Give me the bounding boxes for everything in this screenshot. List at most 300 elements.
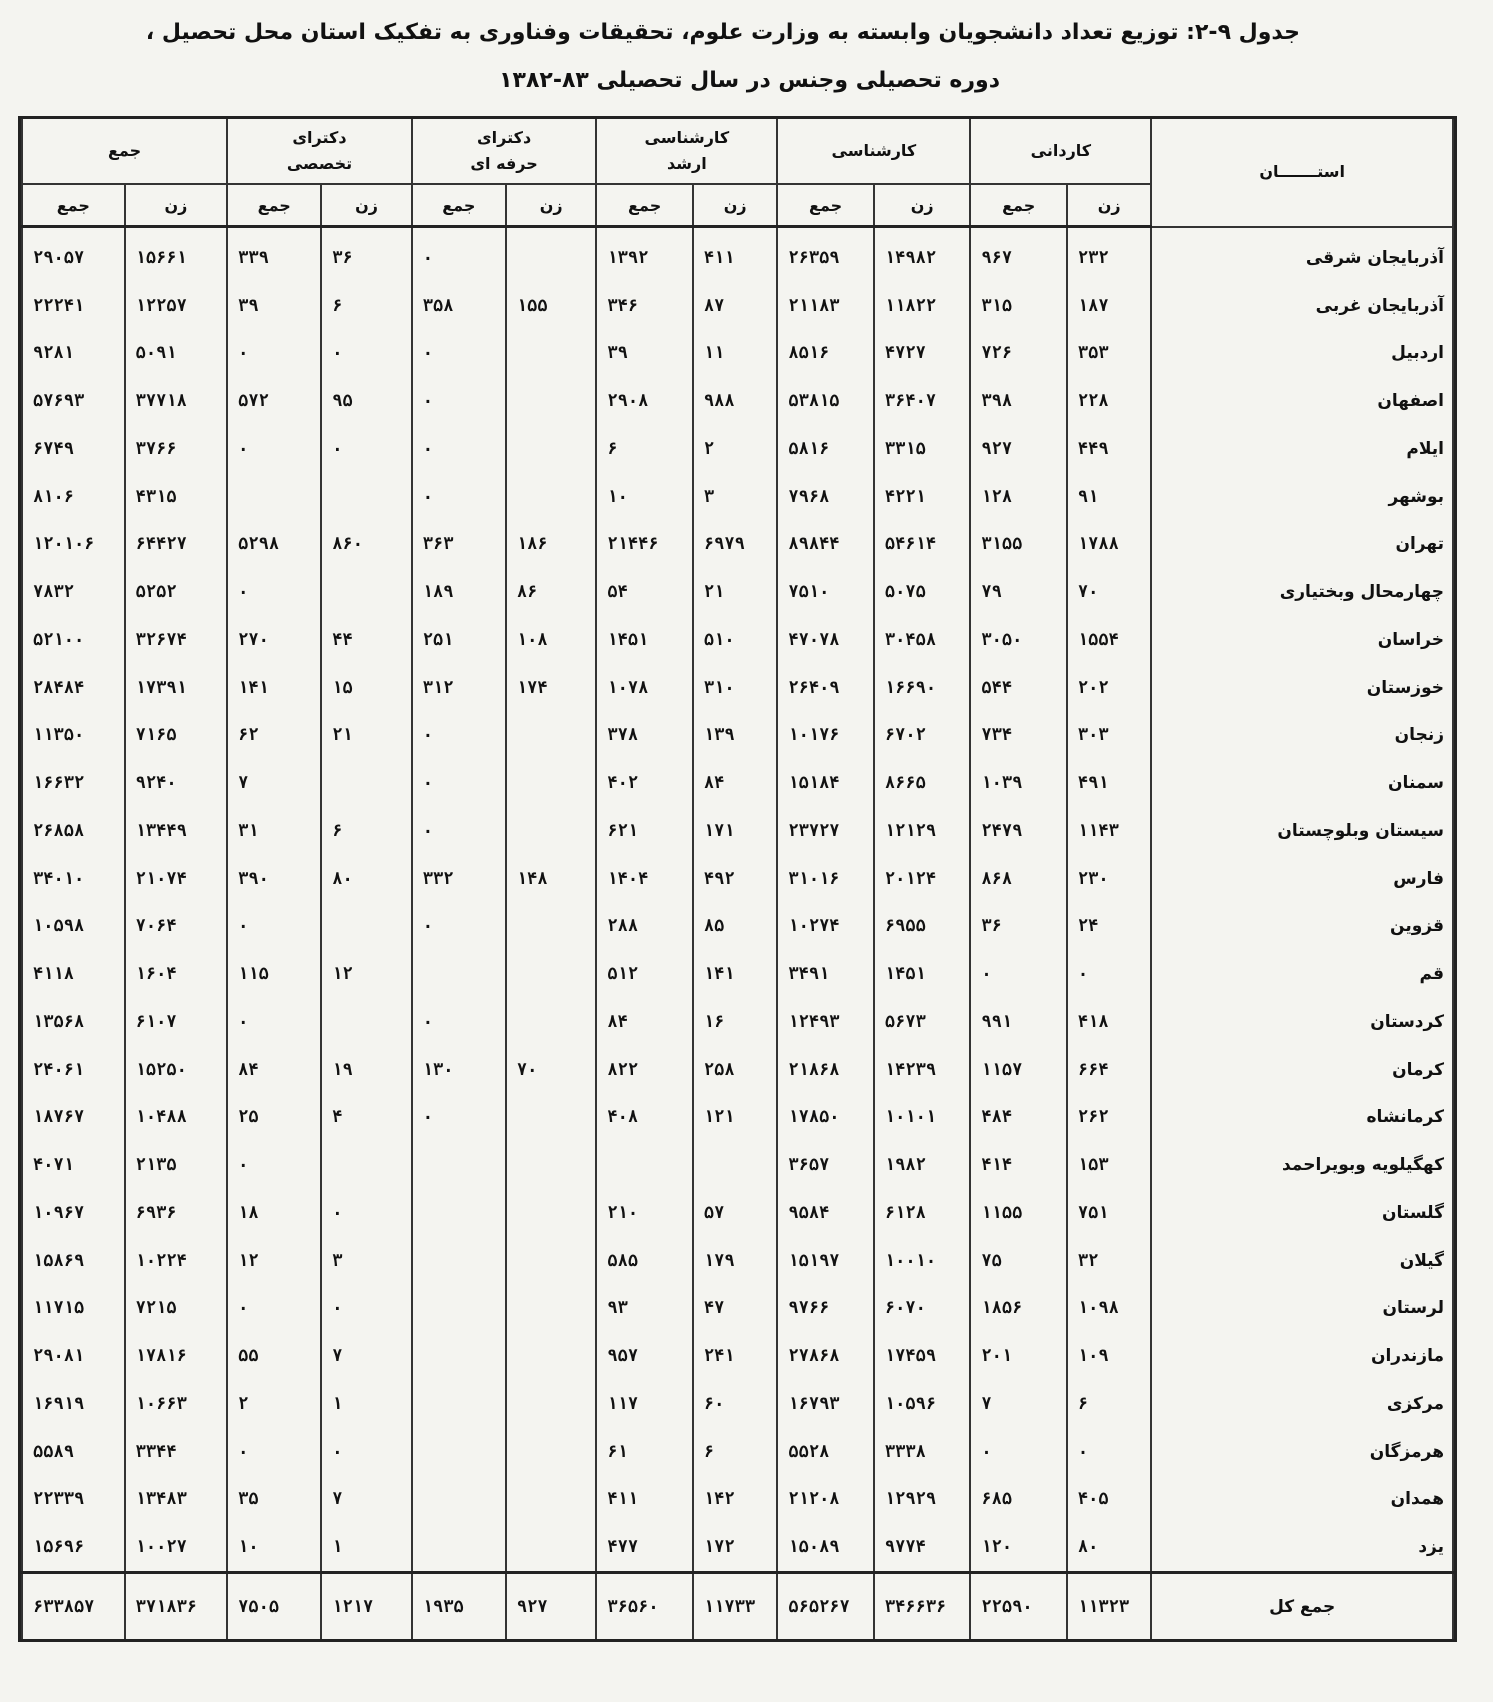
table-cell: ۱۷۸۸ xyxy=(1067,521,1151,569)
table-cell: ۱۵۱۸۴ xyxy=(777,759,874,807)
table-cell: ۸۰ xyxy=(1067,1523,1151,1572)
table-cell xyxy=(321,759,411,807)
table-cell: ۳۴۹۱ xyxy=(777,950,874,998)
table-cell: ۱۳۹ xyxy=(693,712,777,760)
table-cell: ۵۵۸۹ xyxy=(22,1428,125,1476)
table-cell xyxy=(412,1141,506,1189)
subheader-jam: جمع xyxy=(777,184,874,227)
table-cell xyxy=(506,1428,596,1476)
table-cell: ۴۹۲ xyxy=(693,855,777,903)
table-cell: ۴۱۱ xyxy=(596,1476,693,1524)
table-cell: ۹۲۴۰ xyxy=(125,759,228,807)
table-cell: ۹۳ xyxy=(596,1285,693,1333)
header-doctora-herfei xyxy=(412,119,597,184)
table-cell: ۱۷۳۹۱ xyxy=(125,664,228,712)
table-row xyxy=(22,568,1453,616)
province-name: سمنان xyxy=(1151,759,1453,807)
table-cell xyxy=(412,1189,506,1237)
table-cell: ۱۰۷۸ xyxy=(596,664,693,712)
table-cell: ۱۱۷۱۵ xyxy=(22,1285,125,1333)
table-cell: ۶۴۴۲۷ xyxy=(125,521,228,569)
table-cell: ۴ xyxy=(321,1094,411,1142)
table-cell: ۴۴ xyxy=(321,616,411,664)
table-cell: ۲۱ xyxy=(693,568,777,616)
table-cell xyxy=(506,330,596,378)
total-cell: ۱۲۱۷ xyxy=(321,1573,411,1639)
total-cell: ۹۲۷ xyxy=(506,1573,596,1639)
table-cell xyxy=(506,950,596,998)
table-cell: ۳۹ xyxy=(227,282,321,330)
table-cell: ۵۲۱۰۰ xyxy=(22,616,125,664)
table-cell: ۰ xyxy=(412,998,506,1046)
table-cell: ۳۷۶۶ xyxy=(125,425,228,473)
table-cell: ۱۵۶۹۶ xyxy=(22,1523,125,1572)
province-name: آذربایجان شرقی xyxy=(1151,227,1453,282)
table-cell: ۳۱۲ xyxy=(412,664,506,712)
table-cell: ۹۲۷ xyxy=(970,425,1067,473)
table-cell: ۸۹۸۴۴ xyxy=(777,521,874,569)
table-cell: ۰ xyxy=(321,1428,411,1476)
subheader-zan: زن xyxy=(1067,184,1151,227)
table-cell: ۲۷۰ xyxy=(227,616,321,664)
table-cell: ۱۸۵۶ xyxy=(970,1285,1067,1333)
table-row xyxy=(22,712,1453,760)
province-name: همدان xyxy=(1151,1476,1453,1524)
table-cell: ۷۲۶ xyxy=(970,330,1067,378)
table-cell: ۳۵۳ xyxy=(1067,330,1151,378)
table-cell: ۲۰۱ xyxy=(970,1332,1067,1380)
table-cell: ۴۰۲ xyxy=(596,759,693,807)
table-cell: ۶۱۲۸ xyxy=(874,1189,971,1237)
table-cell: ۴۳۱۵ xyxy=(125,473,228,521)
table-cell: ۱۶۹۱۹ xyxy=(22,1380,125,1428)
table-cell: ۸۶۶۵ xyxy=(874,759,971,807)
total-cell: ۱۹۳۵ xyxy=(412,1573,506,1639)
table-row xyxy=(22,425,1453,473)
table-cell: ۰ xyxy=(227,1141,321,1189)
table-cell: ۱ xyxy=(321,1523,411,1572)
table-cell: ۲۲۲۴۱ xyxy=(22,282,125,330)
table-cell: ۰ xyxy=(412,1094,506,1142)
table-cell: ۸۷ xyxy=(693,282,777,330)
table-cell: ۷۳۴ xyxy=(970,712,1067,760)
table-cell: ۵۵ xyxy=(227,1332,321,1380)
table-cell: ۱۲۲۵۷ xyxy=(125,282,228,330)
table-cell: ۲۹۰۵۷ xyxy=(22,227,125,282)
table-cell: ۵۸۵ xyxy=(596,1237,693,1285)
province-name: قزوین xyxy=(1151,903,1453,951)
table-cell xyxy=(412,1237,506,1285)
table-cell: ۷۵۱ xyxy=(1067,1189,1151,1237)
table-cell: ۳۰۴۵۸ xyxy=(874,616,971,664)
table-cell: ۶۸۵ xyxy=(970,1476,1067,1524)
table-cell: ۰ xyxy=(412,330,506,378)
table-cell xyxy=(412,950,506,998)
table-cell: ۱۰۶۶۳ xyxy=(125,1380,228,1428)
table-cell: ۱۲۱ xyxy=(693,1094,777,1142)
table-cell: ۱۴۱ xyxy=(693,950,777,998)
province-name: بوشهر xyxy=(1151,473,1453,521)
table-cell: ۸۱۰۶ xyxy=(22,473,125,521)
table-cell: ۶۰۷۰ xyxy=(874,1285,971,1333)
subheader-jam: جمع xyxy=(22,184,125,227)
table-cell: ۲۱۴۴۶ xyxy=(596,521,693,569)
table-cell: ۶ xyxy=(693,1428,777,1476)
table-cell: ۹۲۸۱ xyxy=(22,330,125,378)
table-cell xyxy=(506,227,596,282)
table-cell: ۳۷۸ xyxy=(596,712,693,760)
table-cell: ۸۶۸ xyxy=(970,855,1067,903)
table-cell: ۰ xyxy=(412,227,506,282)
table-row xyxy=(22,473,1453,521)
table-cell: ۲۴ xyxy=(1067,903,1151,951)
table-cell: ۱۶۶۹۰ xyxy=(874,664,971,712)
total-cell: ۳۶۵۶۰ xyxy=(596,1573,693,1639)
province-name: تهران xyxy=(1151,521,1453,569)
table-cell: ۱۰۱۰۱ xyxy=(874,1094,971,1142)
table-cell: ۸۰ xyxy=(321,855,411,903)
table-cell: ۱۱ xyxy=(693,330,777,378)
table-cell xyxy=(506,1523,596,1572)
table-cell: ۳ xyxy=(321,1237,411,1285)
table-cell: ۱۷۸۱۶ xyxy=(125,1332,228,1380)
header-karshenasi-arshad-line2: ارشد xyxy=(667,154,707,173)
table-cell: ۱۰۱۷۶ xyxy=(777,712,874,760)
table-cell xyxy=(506,1332,596,1380)
table-cell: ۴۴۹ xyxy=(1067,425,1151,473)
table-cell: ۲۱۰ xyxy=(596,1189,693,1237)
total-cell: ۶۳۳۸۵۷ xyxy=(22,1573,125,1639)
table-cell: ۷ xyxy=(227,759,321,807)
header-kardani: کاردانی xyxy=(970,119,1151,184)
table-cell: ۰ xyxy=(321,425,411,473)
province-name: ایلام xyxy=(1151,425,1453,473)
table-cell: ۷۵ xyxy=(970,1237,1067,1285)
table-cell: ۲۵۸ xyxy=(693,1046,777,1094)
table-cell: ۴۷۷ xyxy=(596,1523,693,1572)
table-cell: ۰ xyxy=(412,377,506,425)
table-cell: ۰ xyxy=(321,1189,411,1237)
table-cell: ۷ xyxy=(970,1380,1067,1428)
table-cell: ۷۸۳۲ xyxy=(22,568,125,616)
table-cell: ۴۸۴ xyxy=(970,1094,1067,1142)
table-cell: ۱۰۲۷۴ xyxy=(777,903,874,951)
table-cell: ۳۱۰ xyxy=(693,664,777,712)
table-cell xyxy=(506,759,596,807)
table-cell xyxy=(412,1285,506,1333)
table-cell: ۰ xyxy=(412,473,506,521)
subheader-jam: جمع xyxy=(227,184,321,227)
table-cell: ۳۱۵ xyxy=(970,282,1067,330)
province-name: هرمزگان xyxy=(1151,1428,1453,1476)
table-cell xyxy=(506,1380,596,1428)
table-cell: ۳۹۰ xyxy=(227,855,321,903)
table-cell: ۱۲۰۱۰۶ xyxy=(22,521,125,569)
table-cell: ۳۶۵۷ xyxy=(777,1141,874,1189)
province-name: کردستان xyxy=(1151,998,1453,1046)
subheader-zan: زن xyxy=(693,184,777,227)
table-cell: ۵۷ xyxy=(693,1189,777,1237)
table-cell: ۸۵ xyxy=(693,903,777,951)
table-cell: ۱۸۶ xyxy=(506,521,596,569)
table-cell: ۷۲۱۵ xyxy=(125,1285,228,1333)
table-cell xyxy=(506,998,596,1046)
table-cell xyxy=(506,1094,596,1142)
table-cell: ۴۷۰۷۸ xyxy=(777,616,874,664)
table-row xyxy=(22,903,1453,951)
table-row xyxy=(22,377,1453,425)
table-row xyxy=(22,1332,1453,1380)
table-cell: ۳۱۰۱۶ xyxy=(777,855,874,903)
table-cell: ۱۷۸۵۰ xyxy=(777,1094,874,1142)
total-row xyxy=(22,1573,1453,1639)
table-cell: ۵۷۶۹۳ xyxy=(22,377,125,425)
table-cell: ۱۰ xyxy=(227,1523,321,1572)
table-row xyxy=(22,1189,1453,1237)
table-cell: ۱۷۱ xyxy=(693,807,777,855)
table-cell: ۳۹۸ xyxy=(970,377,1067,425)
table-cell xyxy=(506,377,596,425)
table-cell: ۱۸۷ xyxy=(1067,282,1151,330)
table-cell: ۱۰ xyxy=(596,473,693,521)
table-cell: ۴۰۸ xyxy=(596,1094,693,1142)
table-cell: ۸۶۰ xyxy=(321,521,411,569)
table-cell: ۶ xyxy=(596,425,693,473)
table-cell: ۷ xyxy=(321,1332,411,1380)
province-name: کهگیلویه وبویراحمد xyxy=(1151,1141,1453,1189)
table-cell: ۲۶۲ xyxy=(1067,1094,1151,1142)
total-cell: ۷۵۰۵ xyxy=(227,1573,321,1639)
table-cell: ۲۰۲ xyxy=(1067,664,1151,712)
table-cell: ۱۳۹۲ xyxy=(596,227,693,282)
table-cell: ۱۰۳۹ xyxy=(970,759,1067,807)
table-cell: ۱۴۹۸۲ xyxy=(874,227,971,282)
table-cell: ۳۳۹ xyxy=(227,227,321,282)
table-cell: ۹۵ xyxy=(321,377,411,425)
table-cell: ۰ xyxy=(1067,950,1151,998)
table-cell: ۲۱۰۷۴ xyxy=(125,855,228,903)
total-label: جمع کل xyxy=(1151,1573,1453,1639)
table-cell: ۵۱۲ xyxy=(596,950,693,998)
table-cell: ۹۱ xyxy=(1067,473,1151,521)
header-province: استـــــــان xyxy=(1151,119,1453,227)
table-row xyxy=(22,1285,1453,1333)
table-body xyxy=(22,227,1453,1640)
table-cell: ۹۵۷ xyxy=(596,1332,693,1380)
table-cell: ۱۳۴۴۹ xyxy=(125,807,228,855)
table-cell: ۰ xyxy=(227,1285,321,1333)
table-cell: ۵۴۶۱۴ xyxy=(874,521,971,569)
province-name: گیلان xyxy=(1151,1237,1453,1285)
table-cell: ۱۵ xyxy=(321,664,411,712)
total-cell: ۵۶۵۲۶۷ xyxy=(777,1573,874,1639)
table-cell: ۲۶۳۵۹ xyxy=(777,227,874,282)
table-row xyxy=(22,998,1453,1046)
table-cell: ۶۷۰۲ xyxy=(874,712,971,760)
table-cell: ۱۳۴۸۳ xyxy=(125,1476,228,1524)
table-cell: ۲۸۸ xyxy=(596,903,693,951)
table-cell: ۷۱۶۵ xyxy=(125,712,228,760)
table-cell: ۸۶ xyxy=(506,568,596,616)
table-cell: ۰ xyxy=(412,712,506,760)
table-cell: ۰ xyxy=(1067,1428,1151,1476)
table-cell: ۱۴۱ xyxy=(227,664,321,712)
table-row xyxy=(22,1141,1453,1189)
province-name: آذربایجان غربی xyxy=(1151,282,1453,330)
table-cell xyxy=(506,425,596,473)
table-cell: ۸۴ xyxy=(227,1046,321,1094)
header-doctora-takhasosi xyxy=(227,119,412,184)
table-cell: ۰ xyxy=(970,1428,1067,1476)
table-cell: ۲۱۳۵ xyxy=(125,1141,228,1189)
province-name: چهارمحال وبختیاری xyxy=(1151,568,1453,616)
table-cell: ۱۸۷۶۷ xyxy=(22,1094,125,1142)
table-cell: ۱۷۹ xyxy=(693,1237,777,1285)
table-cell: ۱۰۵۹۸ xyxy=(22,903,125,951)
table-cell: ۱۵۵ xyxy=(506,282,596,330)
table-cell: ۲ xyxy=(693,425,777,473)
table-cell: ۰ xyxy=(227,330,321,378)
table-cell: ۲۵ xyxy=(227,1094,321,1142)
table-cell xyxy=(412,1428,506,1476)
table-cell: ۱۵۳ xyxy=(1067,1141,1151,1189)
table-cell: ۱۱۵ xyxy=(227,950,321,998)
header-doctora-takhasosi-line2: تخصصی xyxy=(286,154,353,173)
table-cell: ۱۰۲۲۴ xyxy=(125,1237,228,1285)
table-cell: ۳۳۱۵ xyxy=(874,425,971,473)
table-cell xyxy=(506,903,596,951)
table-cell: ۸۵۱۶ xyxy=(777,330,874,378)
table-cell: ۲۵۱ xyxy=(412,616,506,664)
table-cell xyxy=(506,1285,596,1333)
table-cell: ۱۲۹۲۹ xyxy=(874,1476,971,1524)
table-cell: ۳۴۰۱۰ xyxy=(22,855,125,903)
table-cell: ۱۴۵۱ xyxy=(596,616,693,664)
province-name: کرمان xyxy=(1151,1046,1453,1094)
table-cell: ۱۳۰ xyxy=(412,1046,506,1094)
table-row xyxy=(22,616,1453,664)
table-cell: ۳۱۵۵ xyxy=(970,521,1067,569)
table-cell xyxy=(596,1141,693,1189)
table-cell: ۳۲۶۷۴ xyxy=(125,616,228,664)
total-cell: ۳۴۶۶۳۶ xyxy=(874,1573,971,1639)
table-cell: ۶۷۴۹ xyxy=(22,425,125,473)
table-cell: ۵۲۹۸ xyxy=(227,521,321,569)
table-row xyxy=(22,1237,1453,1285)
table-cell: ۰ xyxy=(227,998,321,1046)
table-row xyxy=(22,1428,1453,1476)
subheader-zan: زن xyxy=(125,184,228,227)
table-cell: ۱۹۸۲ xyxy=(874,1141,971,1189)
table-cell: ۲ xyxy=(227,1380,321,1428)
table-cell: ۱۰۸ xyxy=(506,616,596,664)
table-cell: ۳۷۷۱۸ xyxy=(125,377,228,425)
table-cell: ۳۰۳ xyxy=(1067,712,1151,760)
table-cell: ۹۵۸۴ xyxy=(777,1189,874,1237)
table-title-line1: جدول ۹-۲: توزیع تعداد دانشجویان وابسته به وزارت علوم، تحقیقات وفناوری به تفکیک استان محل تحصیل ، xyxy=(145,20,1300,45)
table-cell xyxy=(321,1141,411,1189)
table-cell: ۲۱۸۶۸ xyxy=(777,1046,874,1094)
table-cell: ۱۱۳۵۰ xyxy=(22,712,125,760)
table-cell: ۰ xyxy=(227,568,321,616)
table-cell: ۶۱۰۷ xyxy=(125,998,228,1046)
subheader-jam: جمع xyxy=(412,184,506,227)
table-cell: ۲۱۱۸۳ xyxy=(777,282,874,330)
table-cell: ۳۳۳۸ xyxy=(874,1428,971,1476)
table-cell: ۱۱۷ xyxy=(596,1380,693,1428)
table-cell: ۱۱۵۷ xyxy=(970,1046,1067,1094)
table-cell: ۵۴۴ xyxy=(970,664,1067,712)
table-cell: ۰ xyxy=(412,759,506,807)
table-cell: ۰ xyxy=(227,903,321,951)
table-cell: ۱۵۸۶۹ xyxy=(22,1237,125,1285)
subheader-zan: زن xyxy=(321,184,411,227)
table-cell: ۲۶۸۵۸ xyxy=(22,807,125,855)
table-cell xyxy=(412,1332,506,1380)
table-cell: ۱۶ xyxy=(693,998,777,1046)
statistics-table xyxy=(21,119,1454,1639)
table-cell: ۹۸۸ xyxy=(693,377,777,425)
province-name: خراسان xyxy=(1151,616,1453,664)
table-cell: ۶۲۱ xyxy=(596,807,693,855)
table-cell: ۱۷۴۵۹ xyxy=(874,1332,971,1380)
table-cell: ۳۶۴۰۷ xyxy=(874,377,971,425)
province-name: کرمانشاه xyxy=(1151,1094,1453,1142)
table-cell: ۳۳۲ xyxy=(412,855,506,903)
table-cell: ۵۵۲۸ xyxy=(777,1428,874,1476)
table-cell: ۶۰ xyxy=(693,1380,777,1428)
table-cell: ۰ xyxy=(227,425,321,473)
table-cell: ۹۹۱ xyxy=(970,998,1067,1046)
table-cell xyxy=(227,473,321,521)
table-cell: ۱۱۸۲۲ xyxy=(874,282,971,330)
total-cell: ۱۱۷۳۳ xyxy=(693,1573,777,1639)
province-name: مرکزی xyxy=(1151,1380,1453,1428)
table-cell: ۳ xyxy=(693,473,777,521)
table-cell: ۱۵۲۵۰ xyxy=(125,1046,228,1094)
table-cell: ۵۶۷۳ xyxy=(874,998,971,1046)
table-cell: ۸۴ xyxy=(693,759,777,807)
table-cell: ۲۲۸ xyxy=(1067,377,1151,425)
table-cell: ۱۴۲ xyxy=(693,1476,777,1524)
table-cell xyxy=(412,1523,506,1572)
table-cell: ۴۷ xyxy=(693,1285,777,1333)
table-row xyxy=(22,1094,1453,1142)
table-cell: ۶۲ xyxy=(227,712,321,760)
table-cell: ۲۲۳۳۹ xyxy=(22,1476,125,1524)
province-name: زنجان xyxy=(1151,712,1453,760)
table-cell: ۵۷۲ xyxy=(227,377,321,425)
table-row xyxy=(22,1046,1453,1094)
table-cell: ۶۱ xyxy=(596,1428,693,1476)
table-cell: ۱۶۰۴ xyxy=(125,950,228,998)
province-name: سیستان وبلوچستان xyxy=(1151,807,1453,855)
table-cell: ۵۰۹۱ xyxy=(125,330,228,378)
table-cell: ۲۹۰۸ xyxy=(596,377,693,425)
table-cell: ۲۳۷۲۷ xyxy=(777,807,874,855)
table-cell: ۳۵۸ xyxy=(412,282,506,330)
table-title-line2: دوره تحصیلی وجنس در سال تحصیلی ۸۳-۱۳۸۲ xyxy=(499,68,1000,93)
table-cell: ۷۰۶۴ xyxy=(125,903,228,951)
table-cell: ۱۲ xyxy=(321,950,411,998)
table-cell: ۱۰۰۱۰ xyxy=(874,1237,971,1285)
header-jam: جمع xyxy=(22,119,227,184)
province-name: گلستان xyxy=(1151,1189,1453,1237)
table-cell xyxy=(321,568,411,616)
table-cell: ۷۰ xyxy=(506,1046,596,1094)
table-cell xyxy=(506,1237,596,1285)
subheader-zan: زن xyxy=(506,184,596,227)
